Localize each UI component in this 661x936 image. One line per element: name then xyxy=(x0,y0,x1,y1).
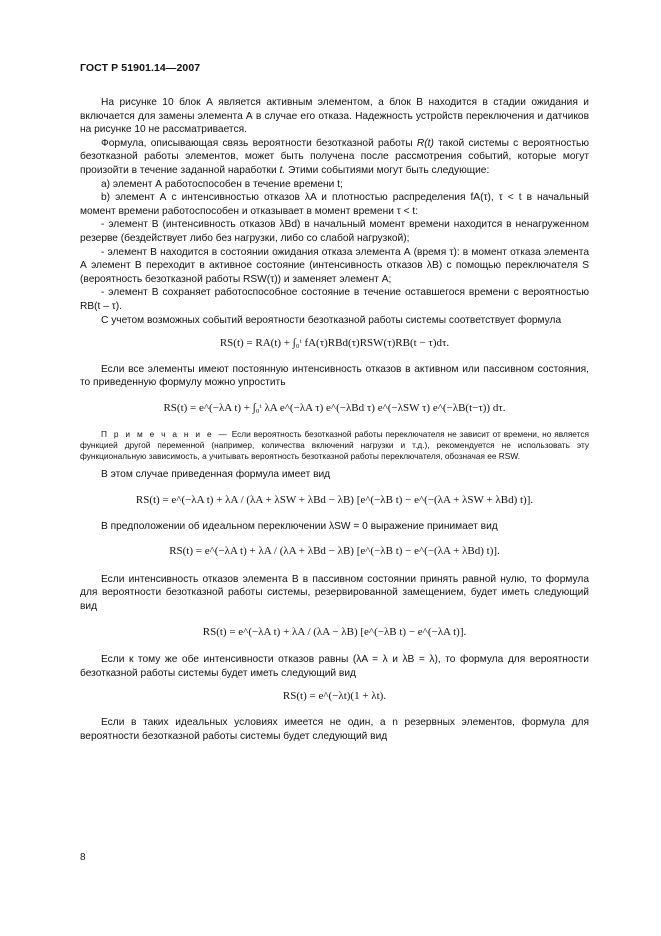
paragraph-2-part-a: Формула, описывающая связь вероятности безотказной работы xyxy=(101,137,417,149)
paragraph-8: Если к тому же обе интенсивности отказов равны (λA = λ и λB = λ), то формула для вероятности безотказной работы системы будет иметь следующий вид xyxy=(80,654,589,679)
paragraph-2 xyxy=(80,137,589,178)
paragraph-2-part-d: t. xyxy=(279,164,286,176)
formula-6: RS(t) = e^(−λt)(1 + λt). xyxy=(282,690,387,703)
paragraph-9: Если в таких идеальных условиях имеется не один, а n резервных элементов, формула для вероятности безотказной работы системы будет следующий вид xyxy=(80,717,589,742)
formula-1: RS(t) = RA(t) + ∫₀ᵗ fA(τ)RBd(τ)RSW(τ)RB(t − τ)dτ. xyxy=(219,337,450,350)
page-number: 8 xyxy=(80,852,86,863)
formula-2: RS(t) = e^(−λA t) + ∫₀ᵗ λA e^(−λA τ) e^(−λBd τ) e^(−λSW τ) e^(−λB(t−τ)) dτ. xyxy=(163,401,506,414)
paragraph-2-part-e: Этими событиями могут быть следующие: xyxy=(285,164,490,176)
paragraph-5: В этом случае приведенная формула имеет вид xyxy=(101,469,331,481)
note-text: Если вероятность безотказной работы переключателя не зависит от времени, но является функцией другой переменной (например, количества включений нагрузки и т.д.), рекомендуется не использовать эту функциональную зависимость, а учитывать вероятность безотказной работы переключателя, обозначая ее RSW. xyxy=(80,429,589,462)
paragraph-2-part-b: R(t) xyxy=(416,137,434,149)
document-body xyxy=(80,96,589,743)
page-header: ГОСТ Р 51901.14—2007 xyxy=(80,62,201,74)
formula-4: RS(t) = e^(−λA t) + λA / (λA + λBd − λB) [e^(−λB t) − e^(−(λA + λBd) t)]. xyxy=(169,545,500,558)
formula-3: RS(t) = e^(−λA t) + λA / (λA + λSW + λBd − λB) [e^(−λB t) − e^(−(λA + λSW + λBd) t)]. xyxy=(135,494,534,507)
paragraph-1: На рисунке 10 блок А является активным элементом, а блок В находится в стадии ожидания и включается для замены элемента А в случае его отказа. Надежность устройств переключения и датчиков на рисунке 10 не рассматривается. xyxy=(80,97,589,136)
paragraph-3: С учетом возможных событий вероятности безотказной работы системы соответствует формула xyxy=(101,314,562,326)
dash-item-2: - элемент В находится в состоянии ожидания отказа элемента А (время τ): в момент отказа элемента А элемент В переходит в активное состояние (интенсивность отказов λB) с помощью переключателя S (вероятность безотказной работы RSW(τ)) и заменяет элемент А; xyxy=(80,246,589,285)
dash-item-1: - элемент В (интенсивность отказов λBd) в начальный момент времени находится в ненагруженном резерве (бездействует либо без нагрузки, либо со слабой нагрузкой); xyxy=(80,219,589,244)
dash-item-3: - элемент В сохраняет работоспособное состояние в течение оставшегося времени с вероятностью RB(t – τ). xyxy=(80,287,589,312)
note xyxy=(80,429,589,462)
formula-5: RS(t) = e^(−λA t) + λA / (λA − λB) [e^(−λB t) − e^(−λA t)]. xyxy=(202,625,467,638)
paragraph-4: Если все элементы имеют постоянную интенсивность отказов в активном или пассивном состояния, то приведенную формулу можно упростить xyxy=(80,363,589,389)
list-item-b: b) элемент А с интенсивностью отказов λA и плотностью распределения fA(τ), τ < t в начальный момент времени работоспособен и отказывает в момент времени τ < t: xyxy=(80,192,589,217)
list-item-a: а) элемент А работоспособен в течение времени t; xyxy=(101,178,343,190)
note-label: П р и м е ч а н и е — xyxy=(101,429,229,440)
paragraph-2-part-c: такой системы с вероятностью безотказной работы элементов, может быть получена после рассмотрения событий, которые могут произойти в течение заданной наработки xyxy=(80,137,589,176)
paragraph-6: В предположении об идеальном переключении λSW = 0 выражение принимает вид xyxy=(101,520,498,532)
paragraph-7: Если интенсивность отказов элемента В в пассивном состоянии принять равной нулю, то формула для вероятности безотказной работы системы, резервированной замещением, будет иметь следующий вид xyxy=(80,573,589,613)
